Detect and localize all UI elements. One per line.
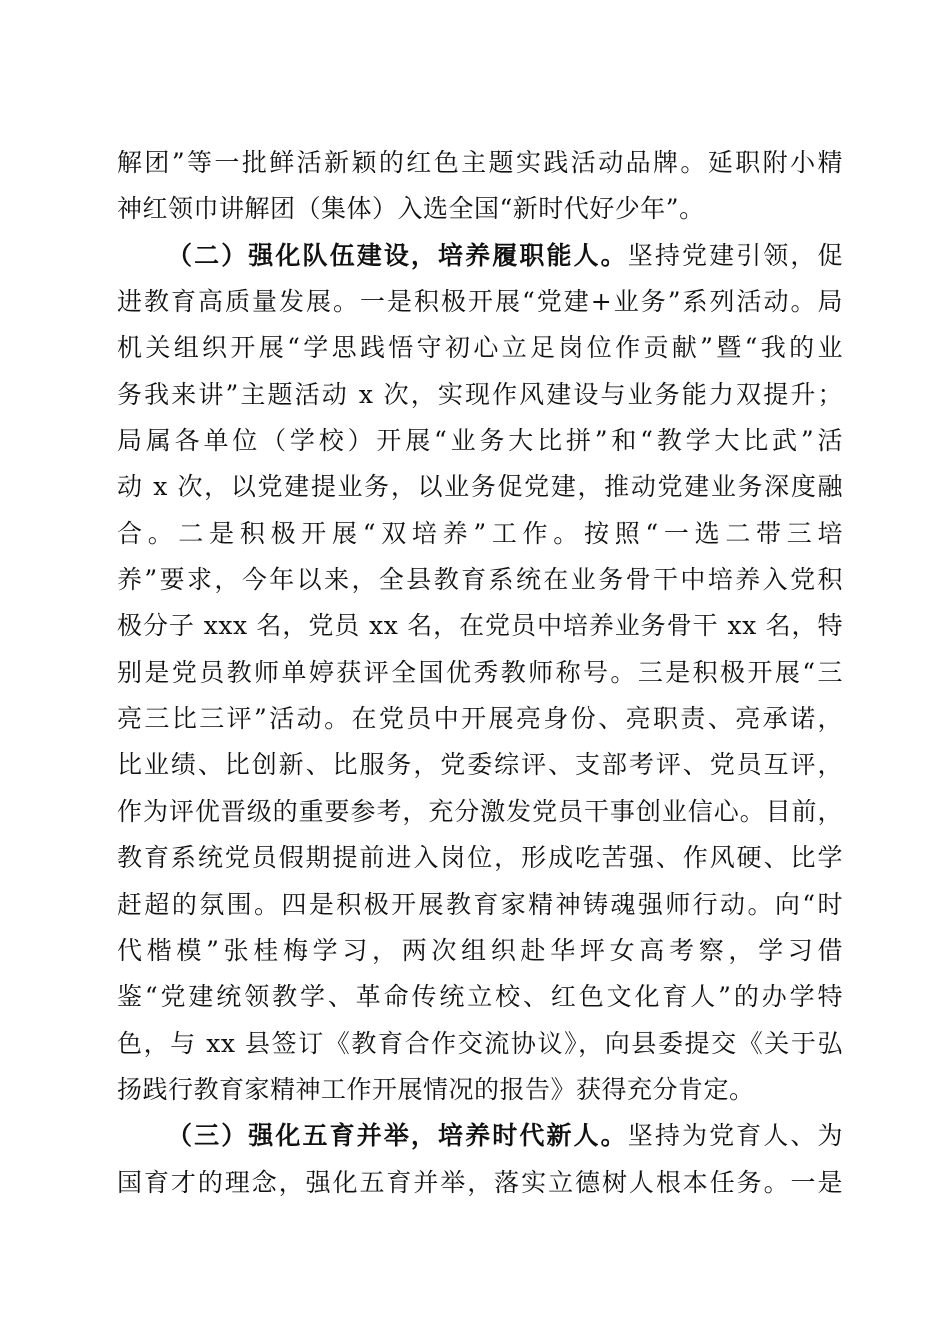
section-heading-line	[117, 233, 843, 279]
section-heading-line	[117, 1113, 843, 1159]
text-run: 坚持党建引领，促	[627, 240, 843, 270]
text-line: 进教育高质量发展。一是积极开展“党建+业务”系列活动。局	[117, 287, 843, 317]
text-line: 国育才的理念，强化五育并举，落实立德树人根本任务。一是	[117, 1167, 843, 1197]
text-line: 养”要求，今年以来，全县教育系统在业务骨干中培养入党积	[117, 565, 843, 595]
section-heading: （三）强化五育并举，培养时代新人。	[167, 1121, 628, 1151]
text-line: 鉴“党建统领教学、革命传统立校、红色文化育人”的办学特	[117, 982, 843, 1012]
text-line: 合。二是积极开展“双培养”工作。按照“一选二带三培	[117, 518, 843, 548]
text-run: 坚持为党育人、为	[627, 1121, 843, 1151]
text-line: 神红领巾讲解团（集体）入选全国“新时代好少年”。	[117, 194, 705, 224]
text-line: 务我来讲”主题活动 x 次，实现作风建设与业务能力双提升；	[117, 379, 843, 409]
text-line: 比业绩、比创新、比服务，党委综评、支部考评、党员互评，	[117, 750, 843, 780]
text-line: 别是党员教师单婷获评全国优秀教师称号。三是积极开展“三	[117, 657, 843, 687]
text-line: 动 x 次，以党建提业务，以业务促党建，推动党建业务深度融	[117, 472, 843, 502]
text-line: 代楷模”张桂梅学习，两次组织赴华坪女高考察，学习借	[117, 935, 843, 965]
text-line: 色，与 xx 县签订《教育合作交流协议》，向县委提交《关于弘	[117, 1028, 843, 1058]
section-heading: （二）强化队伍建设，培养履职能人。	[167, 240, 628, 270]
text-line: 教育系统党员假期提前进入岗位，形成吃苦强、作风硬、比学	[117, 843, 843, 873]
text-line: 赶超的氛围。四是积极开展教育家精神铸魂强师行动。向“时	[117, 889, 843, 919]
text-line: 作为评优晋级的重要参考，充分激发党员干事创业信心。目前，	[117, 796, 843, 826]
text-line: 机关组织开展“学思践悟守初心立足岗位作贡献”暨“我的业	[117, 333, 843, 363]
text-line: 局属各单位（学校）开展“业务大比拼”和“教学大比武”活	[117, 426, 843, 456]
text-line: 亮三比三评”活动。在党员中开展亮身份、亮职责、亮承诺，	[117, 704, 843, 734]
text-line: 解团”等一批鲜活新颖的红色主题实践活动品牌。延职附小精	[117, 148, 843, 177]
text-line: 扬践行教育家精神工作开展情况的报告》获得充分肯定。	[117, 1074, 755, 1104]
text-line: 极分子 xxx 名，党员 xx 名，在党员中培养业务骨干 xx 名，特	[117, 611, 843, 641]
document-body	[117, 140, 843, 1206]
